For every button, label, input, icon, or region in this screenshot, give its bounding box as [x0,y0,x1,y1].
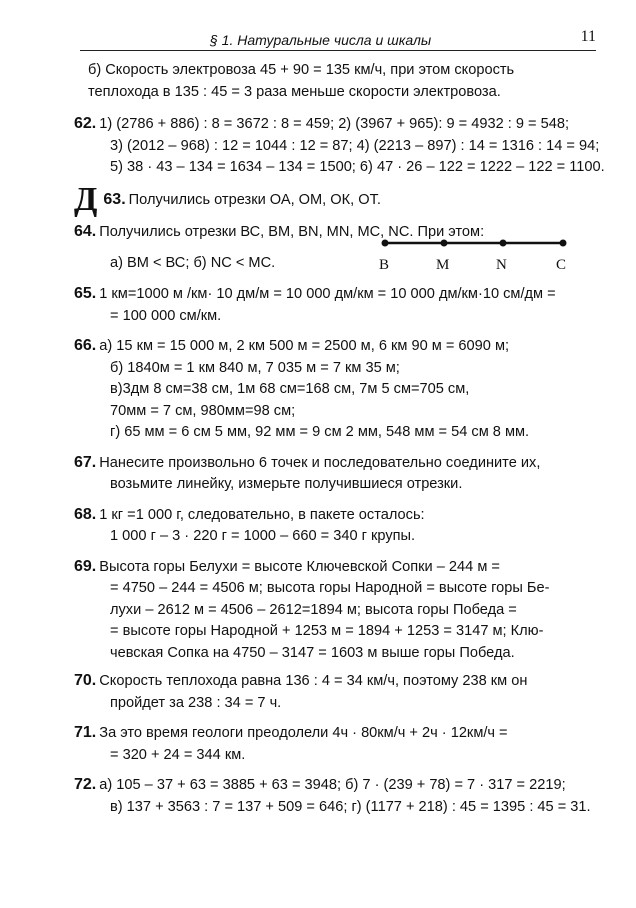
page-title: § 1. Натуральные числа и шкалы [210,32,432,48]
problem-number: 63. [103,190,126,208]
text-line: 1) (2786 + 886) : 8 = 3672 : 8 = 459; 2) (3967 + 965): 9 = 4932 : 9 = 548; [99,116,570,132]
problem-number: 66. [74,337,97,354]
problem-61b [74,60,614,103]
problem-number: 65. [74,285,97,302]
text-line: = 100 000 см/км. [110,307,222,324]
text-line: Высота горы Белухи = высоте Ключевской Сопки – 244 м = [99,558,500,575]
text-line: 1 км=1000 м /км· 10 дм/м = 10 000 дм/км = 10 000 дм/км·10 см/дм = [99,286,556,302]
text-line: 1 000 г – 3 · 220 г = 1000 – 660 = 340 г крупы. [110,528,416,544]
text-line: Скорость теплохода равна 136 : 4 = 34 км/ч, поэтому 238 км он [99,673,528,689]
problem-number: 68. [74,505,97,523]
problem-67 [74,452,614,496]
problem-number: 62. [74,115,97,132]
segment-diagram [379,231,569,275]
text-line: а) 15 км = 15 000 м, 2 км 500 м = 2500 м, 6 км 90 м = 6090 м; [99,338,510,354]
text-line: Получились отрезки ОА, ОМ, ОК, ОТ. [128,191,381,208]
problem-number: 69. [74,557,97,575]
problem-63 [74,180,614,218]
homework-mark: Д [74,180,98,218]
segment-line [379,237,569,251]
content [74,60,614,824]
problem-65 [74,283,614,327]
text-line: = высоте горы Народной + 1253 м = 1894 + 1253 = 3147 м; Клю- [110,623,544,639]
text-line: а) ВМ < ВС; б) NC < МС. [110,255,276,271]
problem-66 [74,335,614,444]
point-label: B [379,257,390,273]
text-line: 5) 38 · 43 – 134 = 1634 – 134 = 1500; 6) 47 · 26 – 122 = 1222 – 122 = 1100. [110,159,605,175]
text-line: лухи – 2612 м = 4506 – 2612=1894 м; высота горы Победа = [110,601,517,618]
text-line: = 320 + 24 = 344 км. [110,746,246,763]
page-header [80,28,596,51]
text-line: 3) (2012 – 968) : 12 = 1044 : 12 = 87; 4) (2213 – 897) : 14 = 1316 : 14 = 94; [110,137,600,154]
text-line: пройдет за 238 : 34 = 7 ч. [110,694,282,711]
text-line: г) 65 мм = 6 см 5 мм, 92 мм = 9 см 2 мм, 548 мм = 54 см 8 мм. [110,424,530,440]
text-line: Получились отрезки ВС, ВМ, BN, MN, МС, NC. При этом: [99,223,485,240]
text-line: теплохода в 135 : 45 = 3 раза меньше скорости электровоза. [88,83,501,100]
problem-number: 64. [74,222,97,240]
point-label: M [436,257,450,273]
problem-number: 70. [74,672,97,689]
text-line: в)3дм 8 см=38 см, 1м 68 см=168 см, 7м 5 см=705 см, [110,381,470,397]
text-line: б) 1840м = 1 км 840 м, 7 035 м = 7 км 35 м; [110,359,400,376]
problem-70 [74,670,614,714]
problem-69 [74,556,614,665]
problem-71 [74,722,614,766]
problem-number: 72. [74,776,97,793]
text-line: а) 105 – 37 + 63 = 3885 + 63 = 3948; б) 7 · (239 + 78) = 7 · 317 = 2219; [99,777,566,793]
page-number: 11 [580,28,596,45]
point-label: C [556,257,567,273]
point-label: N [496,257,507,273]
text-line: За это время геологи преодолели 4ч · 80км/ч + 2ч · 12км/ч = [99,725,508,741]
text-line: = 4750 – 244 = 4506 м; высота горы Народной = высоте горы Бе- [110,580,550,596]
text-line: возьмите линейку, измерьте получившиеся отрезки. [110,476,463,492]
problem-72 [74,774,614,818]
problem-number: 67. [74,453,97,471]
text-line: 70мм = 7 см, 980мм=98 см; [110,402,296,419]
text-line: чевская Сопка на 4750 – 3147 = 1603 м выше горы Победа. [110,644,515,661]
problem-number: 71. [74,724,97,741]
problem-64 [74,221,614,278]
text-line: Нанесите произвольно 6 точек и последовательно соедините их, [99,454,541,471]
text-line: в) 137 + 3563 : 7 = 137 + 509 = 646; г) (1177 + 218) : 45 = 1395 : 45 = 31. [110,798,591,815]
text-line: б) Скорость электровоза 45 + 90 = 135 км/ч, при этом скорость [88,62,515,78]
text-line: 1 кг =1 000 г, следовательно, в пакете осталось: [99,506,425,523]
problem-68 [74,504,614,548]
problem-62 [74,113,614,179]
